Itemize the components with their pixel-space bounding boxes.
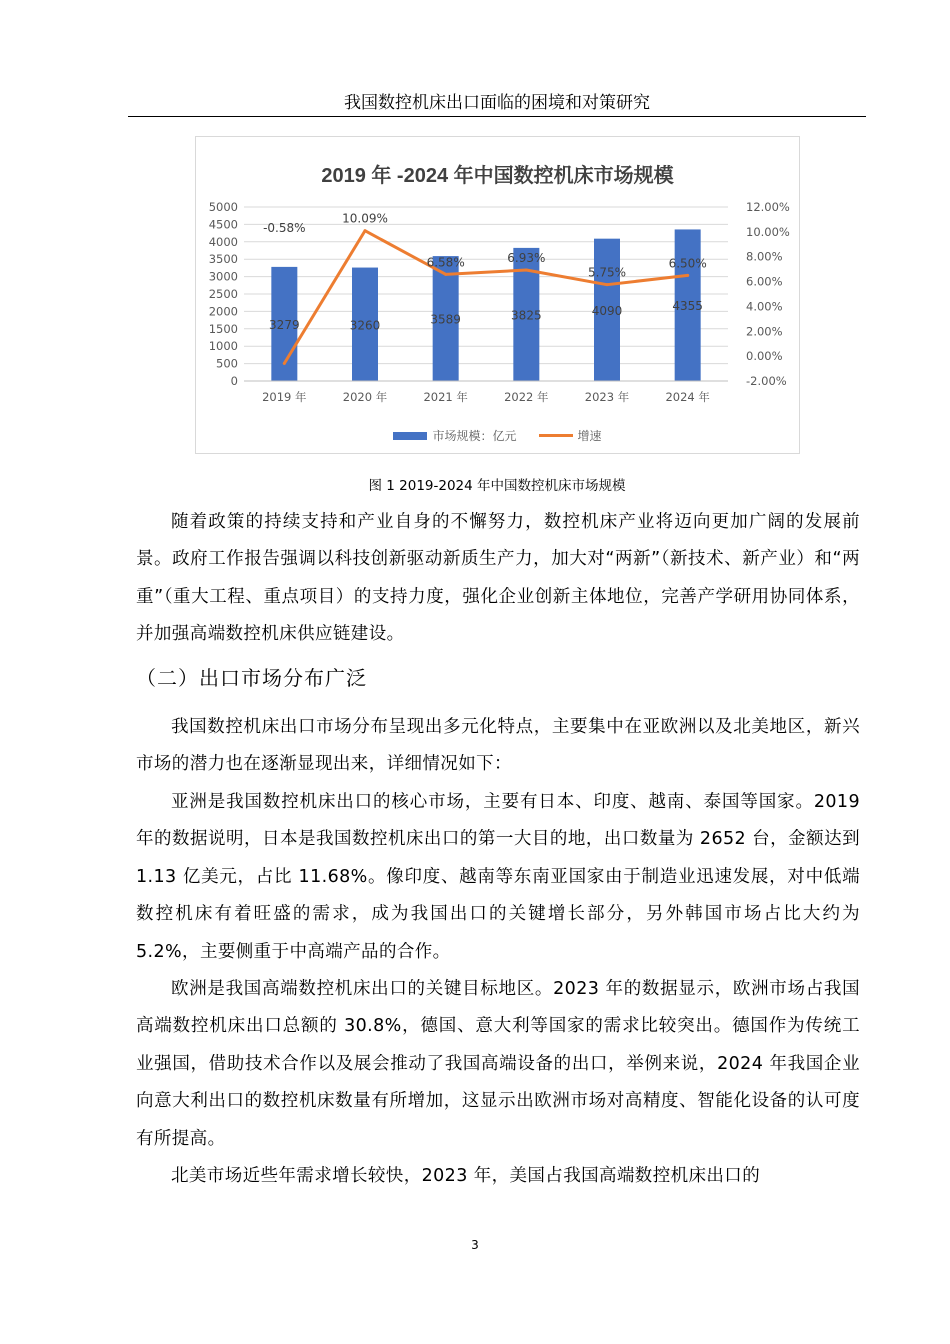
right-axis-tick-label: 10.00% xyxy=(746,224,790,239)
left-axis-tick-label: 5000 xyxy=(208,200,238,214)
legend-label-growth: 增速 xyxy=(577,429,602,443)
x-axis-tick-label: 2019 年 xyxy=(262,390,307,404)
right-axis-tick-label: 6.00% xyxy=(746,274,783,289)
paragraph-asia-market: 亚洲是我国数控机床出口的核心市场，主要有日本、印度、越南、泰国等国家。2019 年的数据说明，日本是我国数控机床出口的第一大目的地，出口数量为 2652 台，金额达到 1.13 亿美元，占比 11.68%。像印度、越南等东南亚国家由于制造业迅速发展，对中低端数控机床有着旺盛的需求，成为我国出口的关键增长部分，另外韩国市场占比大约为 5.2%，主要侧重于中高端产品的合作。 xyxy=(136,792,860,962)
page-number: 3 xyxy=(471,1238,479,1252)
right-axis-tick-label: 2.00% xyxy=(746,324,783,339)
x-axis-tick-label: 2024 年 xyxy=(665,390,710,404)
left-axis-tick-label: 4000 xyxy=(208,234,238,249)
growth-data-label: -0.58% xyxy=(263,221,306,235)
legend-item-market-size xyxy=(393,427,516,444)
left-axis-tick-label: 0 xyxy=(230,374,238,388)
right-axis-tick-label: -2.00% xyxy=(746,374,787,388)
running-header-title: 我国数控机床出口面临的困境和对策研究 xyxy=(344,93,650,113)
x-axis-tick-label: 2020 年 xyxy=(342,390,388,404)
growth-point xyxy=(525,269,528,272)
legend-swatch-line xyxy=(539,434,573,437)
right-axis-tick-label: 0.00% xyxy=(746,349,783,364)
growth-line xyxy=(284,231,687,364)
bar-data-label: 3260 xyxy=(349,318,381,333)
market-size-chart xyxy=(195,136,800,454)
paragraph-europe-market: 欧洲是我国高端数控机床出口的关键目标地区。2023 年的数据显示，欧洲市场占我国高端数控机床出口总额的 30.8%，德国、意大利等国家的需求比较突出。德国作为传统工业强国，借助技术合作以及展会推动了我国高端设备的出口，举例来说，2024 年我国企业向意大利出口的数控机床数量有所增加，这显示出欧洲市场对高精度、智能化设备的认可度有所提高。 xyxy=(136,979,860,1149)
growth-point xyxy=(606,283,609,286)
legend-item-growth xyxy=(539,427,602,444)
right-axis-tick-label: 4.00% xyxy=(746,299,783,314)
chart-plot xyxy=(196,137,799,453)
section-heading: （二）出口市场分布广泛 xyxy=(136,666,367,690)
left-axis-tick-label: 1000 xyxy=(208,339,238,354)
x-axis-tick-label: 2021 年 xyxy=(423,390,468,404)
legend-label-market-size: 市场规模：亿元 xyxy=(432,429,517,443)
chart-title: 2019 年 -2024 年中国数控机床市场规模 xyxy=(321,165,674,187)
bar-data-label: 3279 xyxy=(269,317,300,332)
left-axis-tick-label: 3500 xyxy=(208,252,238,267)
growth-data-label: 6.58% xyxy=(426,255,465,270)
header-divider xyxy=(128,116,866,117)
left-axis-tick-label: 500 xyxy=(216,356,238,371)
x-axis-tick-label: 2022 年 xyxy=(504,390,549,404)
bar-data-label: 3825 xyxy=(511,308,542,323)
growth-data-label: 6.50% xyxy=(668,256,707,271)
paragraph-policy-outlook: 随着政策的持续支持和产业自身的不懈努力，数控机床产业将迈向更加广阔的发展前景。政府工作报告强调以科技创新驱动新质生产力，加大对“两新”（新技术、新产业）和“两重”（重大工程、重点项目）的支持力度，强化企业创新主体地位，完善产学研用协同体系，并加强高端数控机床供应链建设。 xyxy=(136,512,860,645)
growth-data-label: 10.09% xyxy=(342,211,388,226)
bar-data-label: 3589 xyxy=(430,312,461,327)
growth-data-label: 6.93% xyxy=(507,251,546,266)
growth-point xyxy=(686,274,689,277)
left-axis-tick-label: 3000 xyxy=(208,269,238,284)
x-axis-tick-label: 2023 年 xyxy=(584,390,630,404)
paragraph-market-overview: 我国数控机床出口市场分布呈现出多元化特点，主要集中在亚欧洲以及北美地区，新兴市场的潜力也在逐渐显现出来，详细情况如下： xyxy=(136,717,860,775)
bar-data-label: 4355 xyxy=(672,299,703,314)
figure-caption: 图 1 2019-2024 年中国数控机床市场规模 xyxy=(368,478,626,494)
left-axis-tick-label: 4500 xyxy=(208,217,238,232)
growth-point xyxy=(283,362,286,365)
left-axis-tick-label: 2000 xyxy=(208,304,238,319)
paragraph-north-america-market: 北美市场近些年需求增长较快，2023 年，美国占我国高端数控机床出口的 xyxy=(171,1166,761,1186)
chart-legend xyxy=(196,427,799,444)
left-axis-tick-label: 2500 xyxy=(208,287,238,301)
right-axis-tick-label: 8.00% xyxy=(746,249,783,264)
growth-point xyxy=(444,273,447,276)
growth-point xyxy=(364,229,367,232)
legend-swatch-bar xyxy=(393,432,427,440)
left-axis-tick-label: 1500 xyxy=(208,321,238,336)
growth-data-label: 5.75% xyxy=(587,265,627,280)
right-axis-tick-label: 12.00% xyxy=(746,200,790,214)
bar-data-label: 4090 xyxy=(591,303,623,318)
